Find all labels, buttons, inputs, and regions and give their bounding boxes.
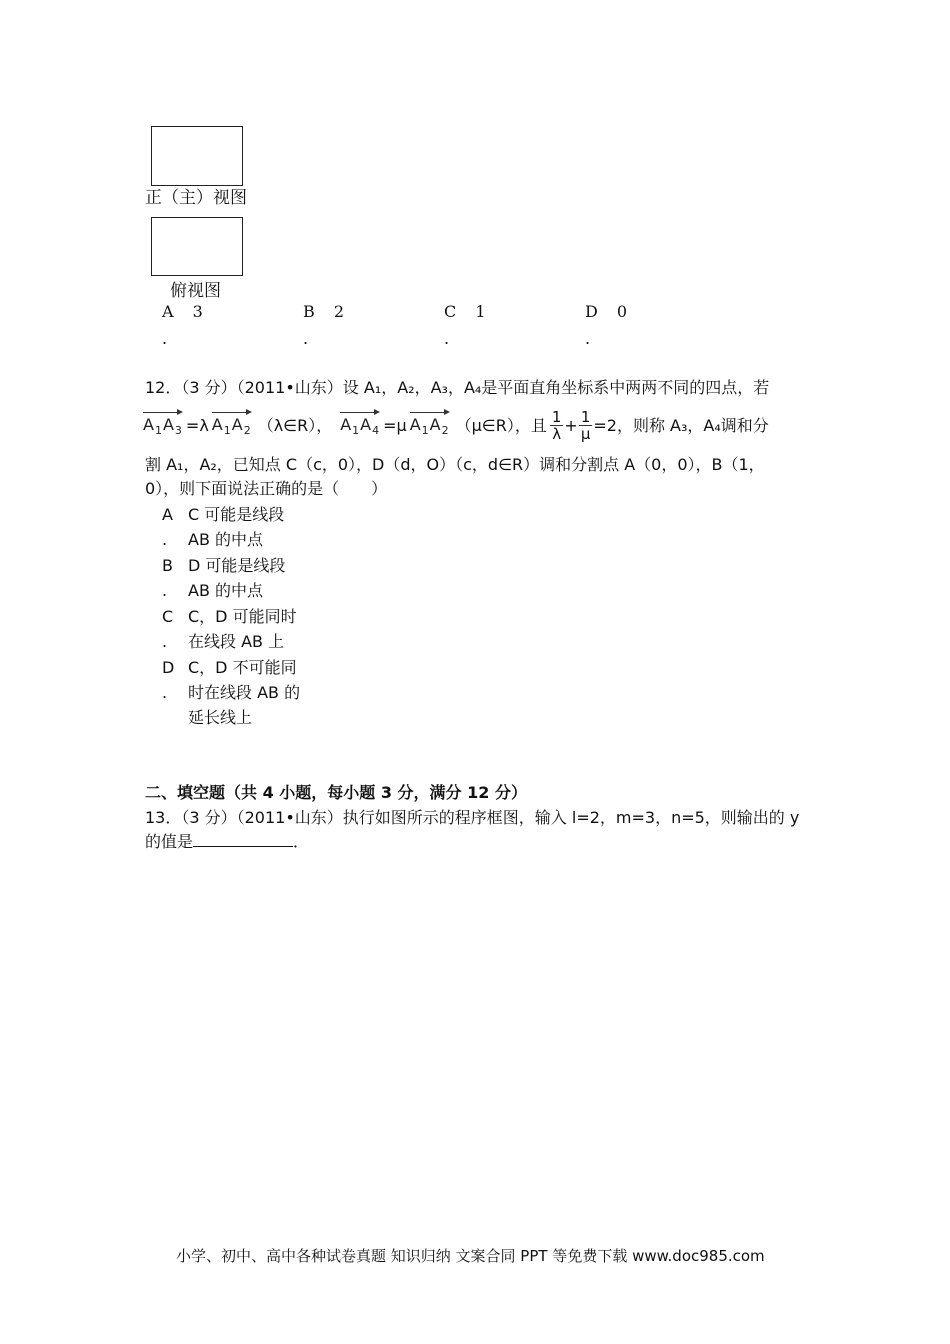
option-line: C 可能是线段 [188, 505, 285, 524]
vector-a1a2: $A_1A_2$ [212, 411, 252, 441]
option-dot: . [585, 329, 591, 348]
option-text: 0 [616, 302, 628, 321]
option-line: AB 的中点 [188, 530, 264, 549]
option-line: 时在线段 AB 的 [188, 683, 301, 702]
section-heading: 二、填空题（共 4 小题，每小题 3 分，满分 12 分） [145, 783, 527, 802]
q11-option-d[interactable] [585, 302, 627, 322]
front-view-rectangle [151, 126, 243, 186]
option-letter: C [444, 302, 457, 321]
option-letter: D [162, 658, 175, 677]
top-view-label: 俯视图 [170, 281, 221, 301]
q13-suffix: ． [293, 832, 310, 851]
option-dot: . [444, 329, 450, 348]
option-letter: A [162, 505, 173, 524]
vector-a1a3: $A_1A_3$ [143, 411, 183, 441]
q12-stem-line2 [143, 409, 769, 442]
option-line: AB 的中点 [188, 581, 264, 600]
q12-stem-line4: 0），则下面说法正确的是（ ） [145, 479, 388, 498]
q12-option-d[interactable] [162, 658, 300, 728]
equals-lambda: =λ [185, 415, 209, 435]
option-line: D 可能是线段 [188, 556, 286, 575]
option-line: C，D 不可能同 [188, 658, 297, 677]
option-dot: . [162, 632, 168, 651]
option-text: 3 [192, 302, 203, 321]
option-line: C，D 可能同时 [188, 607, 297, 626]
equals-mu: =μ [383, 415, 407, 435]
option-letter: B [162, 556, 173, 575]
q13-stem-line1: 13．（3 分）（2011•山东）执行如图所示的程序框图，输入 l=2，m=3，n=5，则输出的 y [145, 808, 800, 827]
option-letter: A [162, 302, 174, 321]
q11-option-b[interactable] [303, 302, 344, 322]
q12-option-a[interactable] [162, 505, 284, 550]
q12-stem-line1: 12．（3 分）（2011•山东）设 A₁，A₂，A₃，A₄是平面直角坐标系中两两不同的四点，若 [145, 378, 770, 397]
option-dot: . [303, 329, 309, 348]
fraction-one-over-mu: $\frac{1}{\mu}$ [580, 408, 591, 443]
mu-condition: （μ∈R），且 [455, 415, 547, 435]
option-letter: D [585, 302, 598, 321]
equals-two-text: =2，则称 A₃，A₄调和分 [593, 415, 769, 435]
option-text: 1 [475, 302, 486, 321]
option-letter: B [303, 302, 315, 321]
footer-banner: 小学、初中、高中各种试卷真题 知识归纳 文案合同 PPT 等免费下载 www.doc985.com [176, 1247, 765, 1265]
option-letter: C [162, 607, 174, 626]
fraction-one-over-lambda: $\frac{1}{\lambda}$ [551, 408, 562, 443]
vector-a1a4: $A_1A_4$ [340, 411, 380, 441]
answer-blank[interactable] [193, 832, 293, 847]
option-dot: . [162, 329, 168, 348]
front-view-label: 正（主）视图 [145, 188, 247, 208]
q12-stem-line3: 割 A₁，A₂，已知点 C（c，0），D（d，O）（c，d∈R）调和分割点 A（0，0），B（1， [145, 455, 765, 474]
q13-stem-line2 [145, 832, 309, 852]
plus-sign: + [564, 415, 578, 435]
q12-option-c[interactable] [162, 607, 297, 652]
option-dot: . [162, 530, 168, 549]
option-dot: . [162, 683, 168, 702]
option-line: 在线段 AB 上 [188, 632, 285, 651]
q13-prefix: 的值是 [145, 832, 194, 851]
vector-a1a2-second: $A_1A_2$ [410, 411, 450, 441]
q11-option-c[interactable] [444, 302, 486, 322]
option-text: 2 [333, 302, 345, 321]
option-dot: . [162, 581, 168, 600]
lambda-condition: （λ∈R）， [257, 415, 333, 435]
option-line: 延长线上 [188, 708, 253, 727]
q12-option-b[interactable] [162, 556, 285, 601]
top-view-rectangle [151, 217, 243, 276]
q11-option-a[interactable] [162, 302, 203, 322]
